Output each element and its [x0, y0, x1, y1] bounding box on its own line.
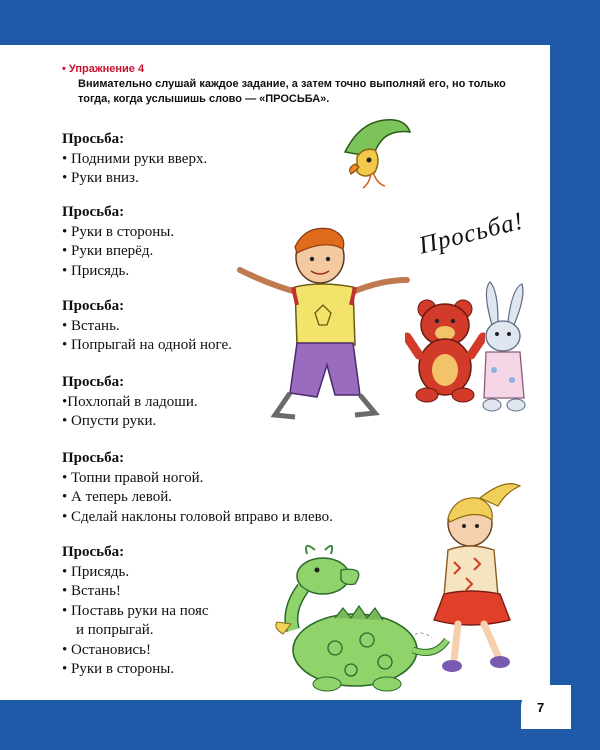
request-item: • Подними руки вверх. [62, 150, 208, 167]
request-item: • Попрыгай на одной ноге. [62, 337, 232, 353]
request-item: • Встань! [62, 583, 121, 599]
request-block-2 [62, 203, 174, 281]
page-frame-bottom [0, 700, 600, 750]
request-item: • Руки вперёд. [62, 243, 154, 259]
request-heading: Просьба: [62, 544, 125, 560]
request-heading: Просьба: [62, 131, 125, 147]
request-item: • Присядь. [62, 262, 130, 279]
request-item: • А теперь левой. [62, 489, 172, 505]
request-item: • Сделай наклоны головой вправо и влево. [62, 508, 333, 525]
request-item-continuation: и попрыгай. [76, 622, 154, 638]
request-heading: Просьба: [62, 374, 125, 390]
request-item: • Остановись! [62, 641, 152, 658]
request-block-5 [62, 449, 333, 527]
request-heading: Просьба: [62, 298, 125, 314]
request-item: •Похлопай в ладоши. [62, 393, 198, 410]
request-item: • Присядь. [62, 563, 130, 580]
exercise-description: Внимательно слушай каждое задание, а затем точно выполняй его, но только тогда, когда услышишь слово — «ПРОСЬБА». [78, 78, 506, 105]
rabbit-illustration [472, 280, 532, 415]
request-heading: Просьба: [62, 204, 125, 220]
exercise-title: Упражнение 4 [68, 63, 145, 75]
request-item: • Руки вниз. [62, 170, 139, 186]
exercise-header [62, 62, 532, 107]
page-number: 7 [537, 700, 545, 715]
request-heading: Просьба: [62, 450, 125, 466]
page-frame-top [0, 0, 600, 45]
exercise-title-line [62, 62, 532, 77]
exercise-bullet: • [62, 63, 66, 75]
request-item: • Поставь руки на пояс [62, 602, 209, 619]
request-block-4 [62, 373, 198, 432]
request-item: • Опусти руки. [62, 413, 157, 429]
page-frame-right [550, 0, 600, 750]
request-item: • Встань. [62, 317, 120, 334]
page-number-tab [521, 685, 571, 729]
parrot-illustration [335, 112, 415, 192]
request-block-6 [62, 543, 209, 680]
boy-illustration [235, 225, 415, 425]
request-item: • Руки в стороны. [62, 661, 175, 677]
request-item: • Топни правой ногой. [62, 469, 204, 486]
request-block-1 [62, 130, 207, 189]
request-block-3 [62, 297, 232, 356]
dragon-illustration [255, 540, 450, 695]
request-item: • Руки в стороны. [62, 223, 175, 240]
prosba-stamp: Просьба! [416, 207, 527, 260]
